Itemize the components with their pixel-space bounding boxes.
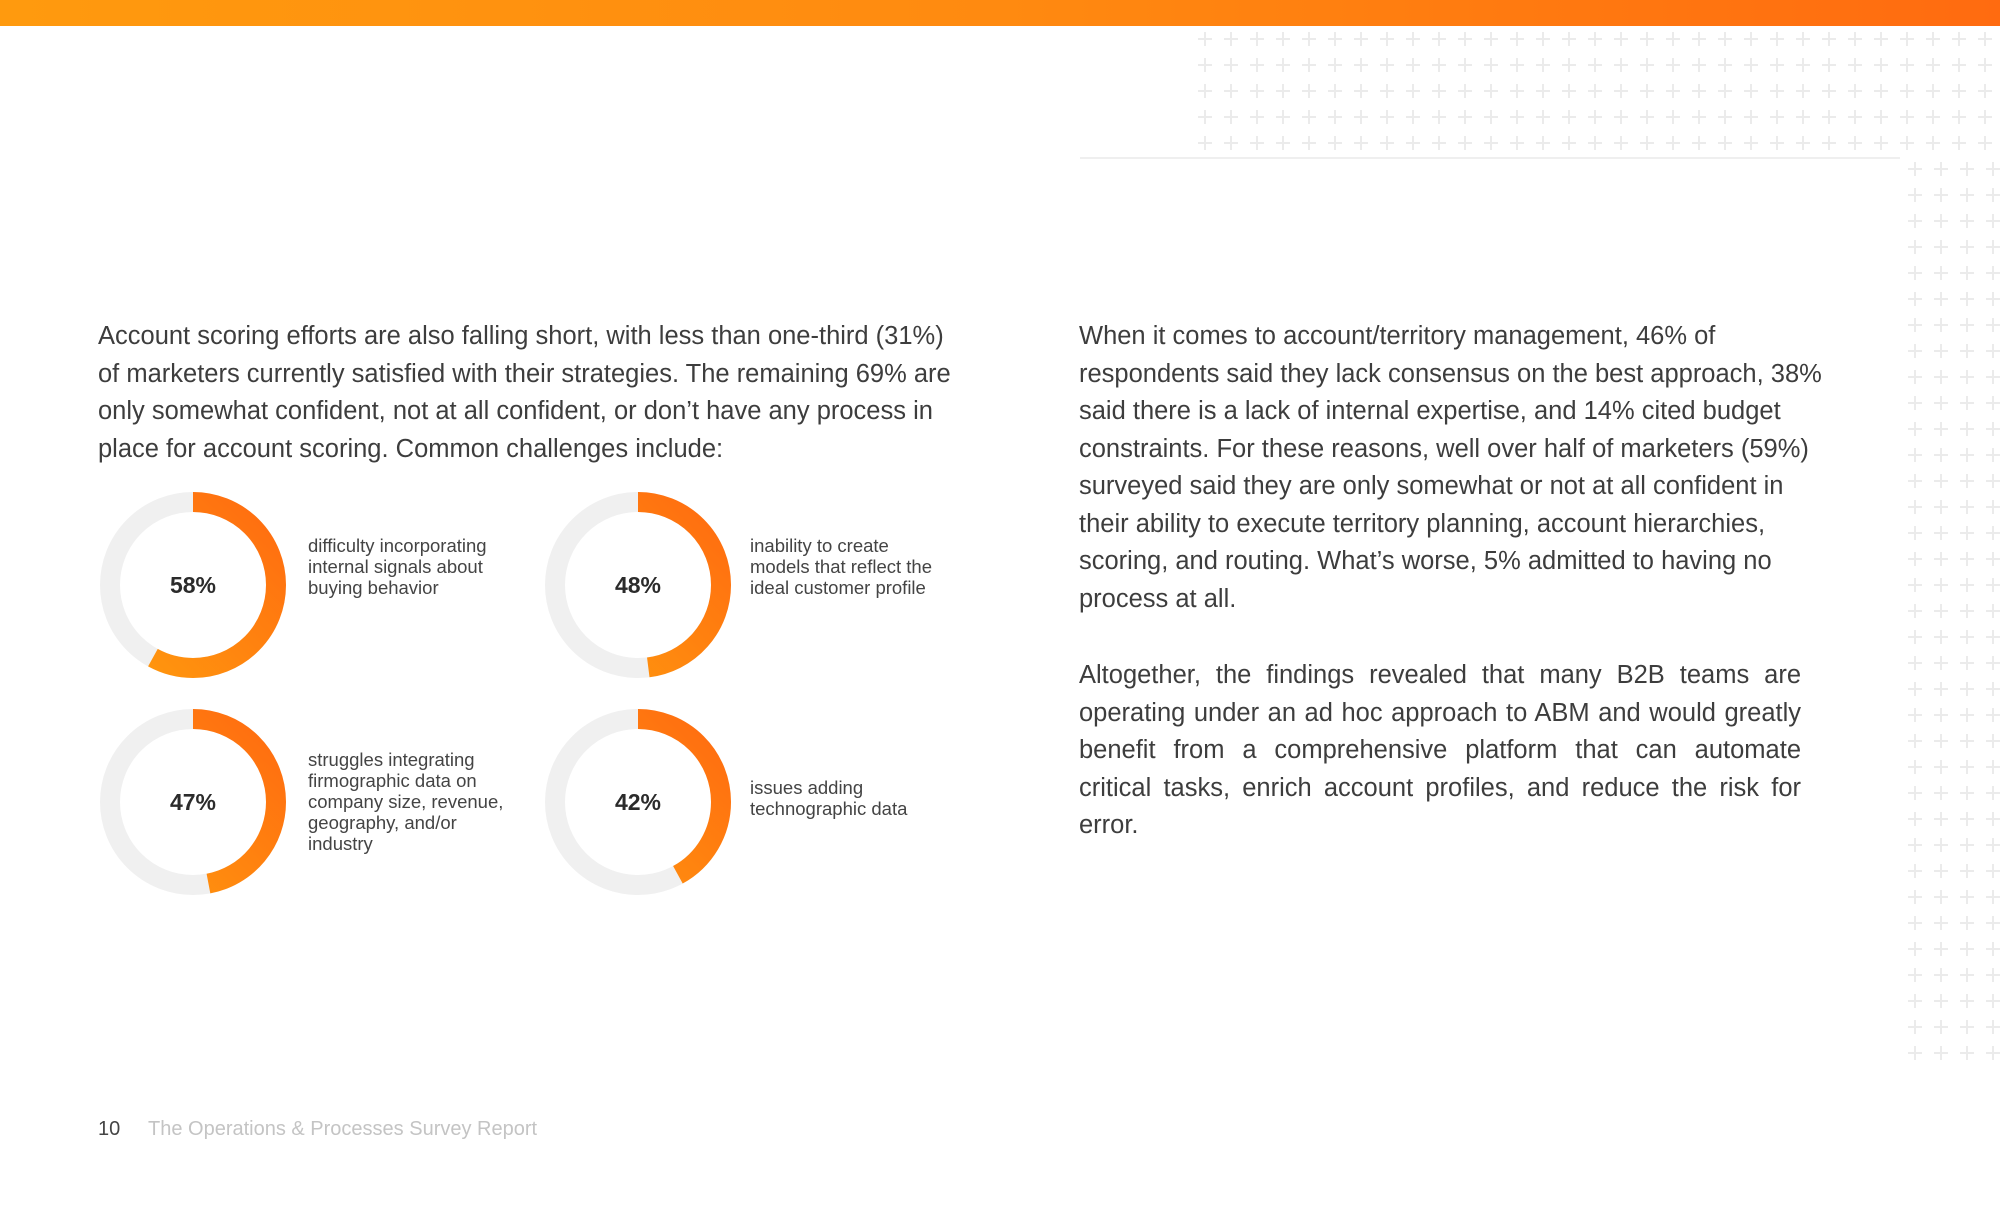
right-paragraph-territory: When it comes to account/territory management, 46% of respondents said they lack consensus on the best approach, 38% said there is a lack of internal expertise, and 14% cited budget constraints. For these reasons, well over half of marketers (59%) surveyed said they are only somewhat or not at all confident in their ability to execute territory planning, account hierarchies, scoring, and routing. What’s worse, 5% admitted to having no process at all. <box>1079 322 1822 613</box>
donut-percent: 58% <box>169 571 217 598</box>
donut-chart-1 <box>98 490 288 680</box>
donut-caption: issues adding technographic data <box>750 777 908 819</box>
donut-percent: 47% <box>169 788 217 815</box>
plus-pattern-top <box>1192 26 2000 156</box>
donut-chart-2 <box>543 490 733 680</box>
left-intro-paragraph: Account scoring efforts are also falling short, with less than one-third (31%) of marketers currently satisfied with their strategies. The remaining 69% are only somewhat confident, not at all confident, or don’t have any process in place for account scoring. Common challenges include: <box>98 322 951 463</box>
header-divider <box>1080 157 1900 159</box>
donut-chart-3 <box>98 707 288 897</box>
donut-caption: difficulty incorporating internal signals about buying behavior <box>308 535 487 598</box>
plus-pattern-right <box>1902 156 2000 1072</box>
donut-percent: 48% <box>614 571 662 598</box>
donut-caption: struggles integrating firmographic data on company size, revenue, geography, and/or industry <box>308 749 504 854</box>
donut-chart-4 <box>543 707 733 897</box>
donut-caption: inability to create models that reflect the ideal customer profile <box>750 535 933 598</box>
top-accent-bar <box>0 0 2000 26</box>
report-title: The Operations & Processes Survey Report <box>148 1118 538 1140</box>
page-number: 10 <box>98 1118 121 1140</box>
donut-percent: 42% <box>614 788 662 815</box>
right-paragraph-conclusion: Altogether, the findings revealed that many B2B teams are operating under an ad hoc approach to ABM and would greatly benefit from a comprehensive platform that can automate critical tasks, enrich account profiles, and reduce the risk for error. <box>1079 661 1801 839</box>
